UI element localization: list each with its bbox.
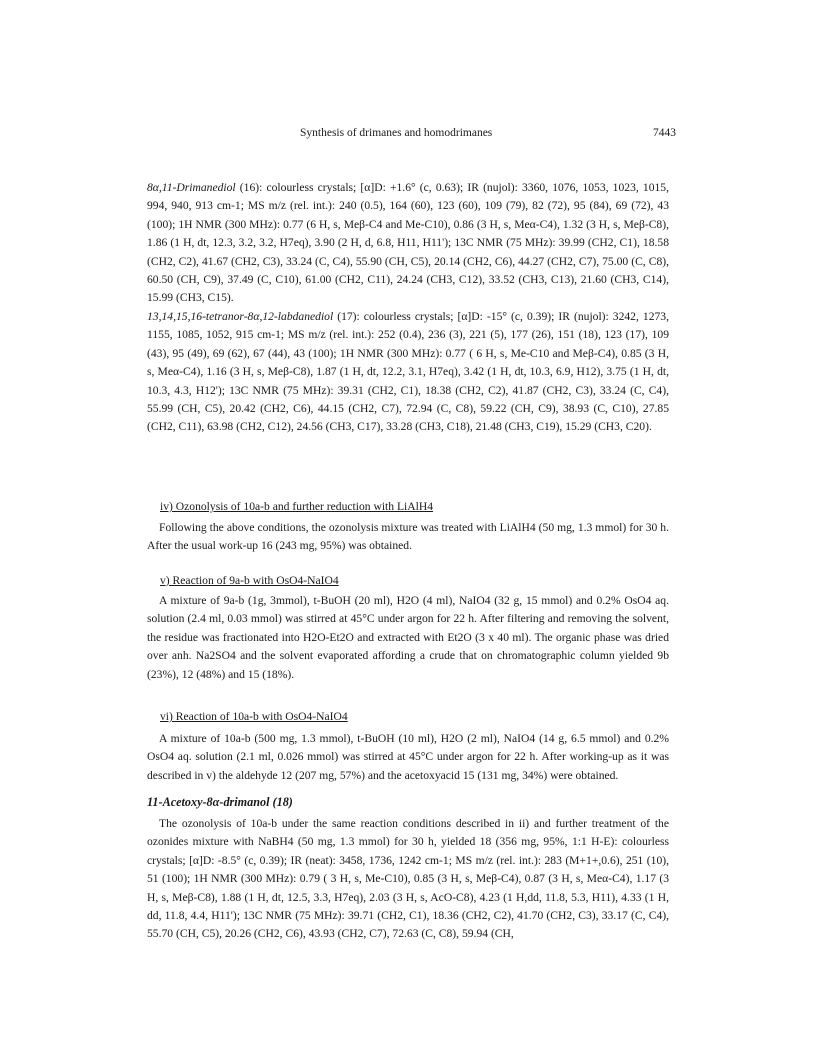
section-v-heading: v) Reaction of 9a-b with OsO4-NaIO4 [160, 574, 339, 587]
compound-17-name: 13,14,15,16-tetranor-8α,12-labdanediol [147, 310, 334, 323]
compound-17-properties: : colourless crystals; [α]D: -15° (c, 0.39); IR (nujol): 3242, 1273, 1155, 1085, 1052, 915 cm-1; MS m/z (rel. int.): 252 (0.4), 236 (3), 221 (5), 177 (26), 151 (18), 123 (17), 109 (43), 95 (49), 69 (62), 67 (44), 43 (100); 1H NMR (300 MHz): 0.77 ( 6 H, s, Me-C10 and Meβ-C4), 0.85 (3 H, s, Meα-C4), 1.16 (3 H, s, Meβ-C8), 1.87 (1 H, dt, 12.2, 3.1, H7eq), 3.42 (1 H, dt, 10.3, 6.9, H12), 3.75 (1 H, dt, 10.3, 4.3, H12'); 13C NMR (75 MHz): 39.31 (CH2, C1), 18.38 (CH2, C2), 41.87 (CH2, C3), 33.24 (C, C4), 55.99 (CH, C5), 20.42 (CH2, C6), 44.15 (CH2, C7), 72.94 (C, C8), 59.22 (CH, C9), 38.93 (C, C10), 27.85 (CH2, C11), 63.98 (CH2, C12), 24.56 (CH3, C17), 33.28 (CH3, C18), 21.48 (CH3, C19), 15.29 (CH3, C20). [147, 310, 669, 434]
page-number: 7443 [653, 127, 676, 139]
section-vi-body: A mixture of 10a-b (500 mg, 1.3 mmol), t-BuOH (10 ml), H2O (2 ml), NaIO4 (14 g, 6.5 mmol) and 0.2% OsO4 aq. solution (2.1 ml, 0.026 mmol) was stirred at 45°C under argon for 22 h. After working-up as it was described in v) the aldehyde 12 (207 mg, 57%) and the acetoxyacid 15 (131 mg, 34%) were obtained. [147, 732, 669, 782]
running-title: Synthesis of drimanes and homodrimanes [300, 127, 493, 139]
compound-17-paragraph [147, 308, 669, 437]
compound-18-body: The ozonolysis of 10a-b under the same reaction conditions described in ii) and further treatment of the ozonides mixture with NaBH4 (50 mg, 1.3 mmol) for 30 h, yielded 18 (356 mg, 95%, 1:1 H-E): colourless crystals; [α]D: -8.5° (c, 0.39); IR (neat): 3458, 1736, 1242 cm-1; MS m/z (rel. int.): 283 (M+1+,0.6), 251 (10), 51 (100); 1H NMR (300 MHz): 0.79 ( 3 H, s, Me-C10), 0.85 (3 H, s, Meβ-C4), 0.87 (3 H, s, Meα-C4), 1.17 (3 H, s, Meβ-C8), 1.88 (1 H, dt, 12.5, 3.3, H7eq), 2.03 (3 H, s, AcO-C8), 4.23 (1 H,dd, 11.8, 5.3, H11), 4.33 (1 H, dd, 11.8, 4.4, H11'); 13C NMR (75 MHz): 39.71 (CH2, C1), 18.36 (CH2, C2), 41.70 (CH2, C3), 33.17 (C, C4), 55.70 (CH, C5), 20.26 (CH2, C6), 43.93 (CH2, C7), 72.63 (C, C8), 59.94 (CH, [147, 817, 669, 941]
section-iv-body: Following the above conditions, the ozonolysis mixture was treated with LiAlH4 (50 mg, 1.3 mmol) for 30 h. After the usual work-up 16 (243 mg, 95%) was obtained. [147, 521, 669, 553]
compound-16-paragraph [147, 179, 669, 308]
compound-16-name: 8α,11-Drimanediol [147, 181, 236, 194]
section-vi-heading: vi) Reaction of 10a-b with OsO4-NaIO4 [160, 710, 348, 723]
section-v-body: A mixture of 9a-b (1g, 3mmol), t-BuOH (20 ml), H2O (4 ml), NaIO4 (32 g, 15 mmol) and 0.2% OsO4 aq. solution (2.4 ml, 0.03 mmol) was stirred at 45°C under argon for 22 h. After filtering and removing the solvent, the residue was fractionated into H2O-Et2O and extracted with Et2O (3 x 40 ml). The organic phase was dried over anh. Na2SO4 and the solvent evaporated affording a crude that on chromatographic column yielded 9b (23%), 12 (48%) and 15 (18%). [147, 594, 669, 681]
compound-16-properties: : colourless crystals; [α]D: +1.6° (c, 0.63); IR (nujol): 3360, 1076, 1053, 1023, 1015, 994, 940, 913 cm-1; MS m/z (rel. int.): 240 (0.5), 164 (60), 123 (60), 109 (79), 82 (72), 95 (84), 69 (72), 43 (100); 1H NMR (300 MHz): 0.77 (6 H, s, Meβ-C4 and Me-C10), 0.86 (3 H, s, Meα-C4), 1.32 (3 H, s, Meβ-C8), 1.86 (1 H, dt, 12.3, 3.2, 3.2, H7eq), 3.90 (2 H, d, 6.8, H11, H11'); 13C NMR (75 MHz): 39.99 (CH2, C1), 18.58 (CH2, C2), 41.67 (CH2, C3), 33.24 (C, C4), 55.90 (CH, C5), 20.14 (CH2, C6), 44.27 (CH2, C7), 75.00 (C, C8), 60.50 (CH, C9), 37.49 (C, C10), 61.00 (CH2, C11), 24.24 (CH3, C12), 33.52 (CH3, C13), 21.60 (CH3, C14), 15.99 (CH3, C15). [147, 181, 669, 305]
compound-18-title: 11-Acetoxy-8α-drimanol (18) [147, 795, 293, 809]
compound-16-number: (16) [239, 181, 260, 194]
section-iv-heading: iv) Ozonolysis of 10a-b and further reduction with LiAlH4 [160, 500, 434, 513]
compound-17-number: (17) [337, 310, 357, 323]
